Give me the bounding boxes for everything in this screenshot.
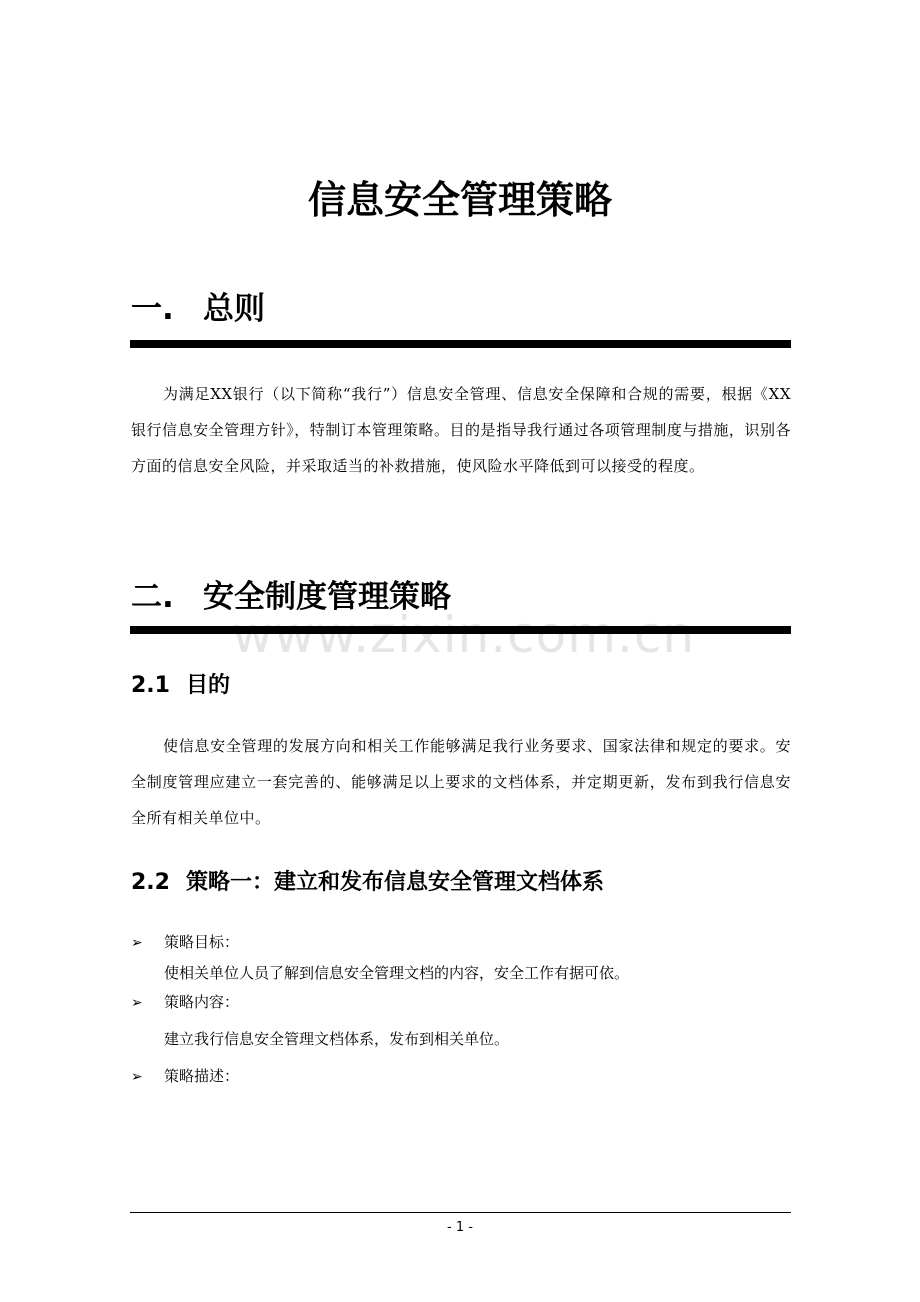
section-1-paragraph: 为满足XX银行（以下简称“我行”）信息安全管理、信息安全保障和合规的需要，根据《XX银行信息安全管理方针》，特制订本管理策略。目的是指导我行通过各项管理制度与措施，识别各方面的信息安全风险，并采取适当的补救措施，使风险水平降低到可以接受的程度。 — [131, 385, 791, 475]
document-title: 信息安全管理策略 — [307, 178, 612, 222]
section-1-heading — [131, 289, 265, 329]
page-number: - 1 - — [447, 1220, 473, 1235]
bullet-strategy-description — [131, 1064, 791, 1089]
subsection-2-1-number: 2.1 — [131, 673, 170, 698]
subsection-2-2-heading — [131, 868, 604, 898]
subsection-2-2-title: 策略一：建立和发布信息安全管理文档体系 — [186, 870, 605, 895]
subsection-2-1-paragraph: 使信息安全管理的发展方向和相关工作能够满足我行业务要求、国家法律和规定的要求。安全制度管理应建立一套完善的、能够满足以上要求的文档体系，并定期更新，发布到我行信息安全所有相关单位中。 — [131, 737, 791, 827]
section-2-heading — [131, 577, 451, 617]
bullet-label: 策略描述： — [164, 1067, 240, 1085]
section-1-number: 一. — [131, 291, 174, 327]
section-1-title: 总则 — [203, 291, 265, 327]
arrow-bullet-icon: ➢ — [131, 935, 143, 951]
subsection-2-1-heading — [131, 671, 230, 701]
arrow-bullet-icon: ➢ — [131, 995, 143, 1011]
bullet-text: 建立我行信息安全管理文档体系，发布到相关单位。 — [164, 1030, 510, 1048]
arrow-bullet-icon: ➢ — [131, 1069, 143, 1085]
bullet-strategy-content — [131, 990, 791, 1015]
bullet-strategy-goal — [131, 930, 791, 955]
section-2-title: 安全制度管理策略 — [203, 579, 451, 615]
subsection-2-2-number: 2.2 — [131, 870, 170, 895]
section-2-rule — [130, 626, 791, 634]
bullet-label: 策略内容： — [164, 993, 240, 1011]
bullet-text: 使相关单位人员了解到信息安全管理文档的内容，安全工作有据可依。 — [164, 964, 630, 982]
section-1-rule — [130, 340, 791, 348]
section-2-number: 二. — [131, 579, 174, 615]
footer-rule — [130, 1212, 791, 1213]
bullet-label: 策略目标： — [164, 933, 240, 951]
watermark: www.zixin.com.cn — [232, 606, 696, 664]
subsection-2-1-title: 目的 — [186, 673, 231, 698]
